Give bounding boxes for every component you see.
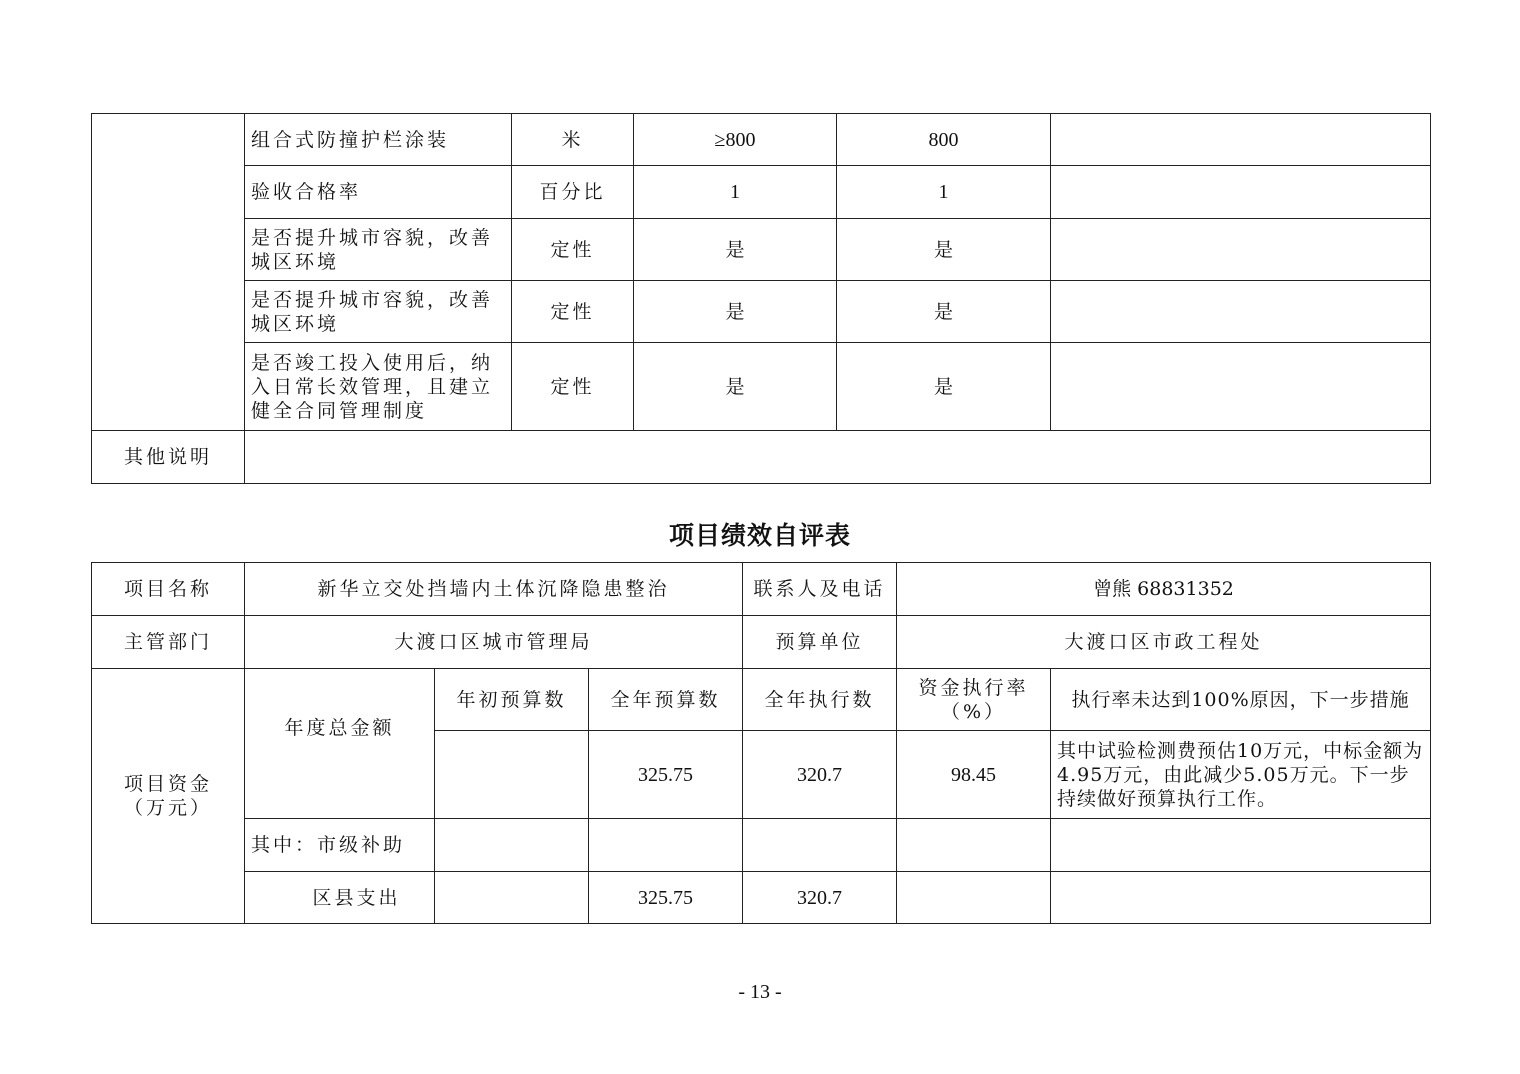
indicator-note — [1051, 281, 1431, 343]
total-annual: 325.75 — [589, 731, 743, 819]
other-notes-value — [245, 431, 1431, 484]
project-name-value: 新华立交处挡墙内土体沉降隐患整治 — [245, 563, 743, 616]
table-row — [92, 819, 1431, 872]
city-executed — [743, 819, 897, 872]
county-rate — [897, 872, 1051, 924]
table-row — [92, 872, 1431, 924]
indicator-actual: 是 — [837, 219, 1051, 281]
county-reason — [1051, 872, 1431, 924]
header-annual-executed: 全年执行数 — [743, 669, 897, 731]
table-row — [92, 616, 1431, 669]
city-subsidy-label: 其中：市级补助 — [245, 819, 435, 872]
county-annual: 325.75 — [589, 872, 743, 924]
indicator-target: 是 — [634, 219, 837, 281]
contact-label: 联系人及电话 — [743, 563, 897, 616]
indicator-unit: 百分比 — [512, 166, 634, 219]
indicator-unit: 定性 — [512, 219, 634, 281]
city-initial — [435, 819, 589, 872]
city-rate — [897, 819, 1051, 872]
indicator-note — [1051, 166, 1431, 219]
evaluation-table — [91, 562, 1431, 924]
page-title: 项目绩效自评表 — [668, 521, 851, 550]
header-annual-budget: 全年预算数 — [589, 669, 743, 731]
county-expense-label: 区县支出 — [245, 872, 435, 924]
budget-unit-label: 预算单位 — [743, 616, 897, 669]
total-initial — [435, 731, 589, 819]
project-name-label: 项目名称 — [92, 563, 245, 616]
indicator-note — [1051, 219, 1431, 281]
budget-unit-value: 大渡口区市政工程处 — [897, 616, 1431, 669]
indicator-table — [91, 113, 1431, 484]
total-rate: 98.45 — [897, 731, 1051, 819]
indicator-actual: 是 — [837, 281, 1051, 343]
header-execution-rate: 资金执行率（%） — [897, 669, 1051, 731]
indicator-target: 1 — [634, 166, 837, 219]
table-row — [92, 219, 1431, 281]
indicator-target: 是 — [634, 281, 837, 343]
total-executed: 320.7 — [743, 731, 897, 819]
indicator-actual: 是 — [837, 343, 1051, 431]
table-row — [92, 563, 1431, 616]
indicator-actual: 800 — [837, 114, 1051, 166]
page-number: - 13 - — [738, 981, 782, 1003]
indicator-unit: 定性 — [512, 281, 634, 343]
indicator-name: 验收合格率 — [245, 166, 512, 219]
indicator-actual: 1 — [837, 166, 1051, 219]
total-amount-label — [245, 669, 435, 819]
table-row — [92, 343, 1431, 431]
indicator-unit: 米 — [512, 114, 634, 166]
indicator-name: 是否提升城市容貌，改善城区环境 — [245, 219, 512, 281]
indicator-note — [1051, 114, 1431, 166]
indicator-unit: 定性 — [512, 343, 634, 431]
dept-value: 大渡口区城市管理局 — [245, 616, 743, 669]
county-executed: 320.7 — [743, 872, 897, 924]
indicator-name: 是否竣工投入使用后，纳入日常长效管理，且建立健全合同管理制度 — [245, 343, 512, 431]
indicator-note — [1051, 343, 1431, 431]
funds-label: 项目资金（万元） — [92, 669, 245, 924]
indicator-name: 是否提升城市容貌，改善城区环境 — [245, 281, 512, 343]
table-row — [92, 431, 1431, 484]
indicator-target: 是 — [634, 343, 837, 431]
indicator-target: ≥800 — [634, 114, 837, 166]
indicator-category-cell — [92, 114, 245, 431]
table-row — [92, 281, 1431, 343]
header-reason: 执行率未达到100%原因，下一步措施 — [1051, 669, 1431, 731]
table-row — [92, 669, 1431, 731]
total-reason: 其中试验检测费预估10万元，中标金额为4.95万元，由此减少5.05万元。下一步持续做好预算执行工作。 — [1051, 731, 1431, 819]
city-annual — [589, 819, 743, 872]
table-row — [92, 114, 1431, 166]
other-notes-label: 其他说明 — [92, 431, 245, 484]
table-row — [92, 166, 1431, 219]
header-initial-budget: 年初预算数 — [435, 669, 589, 731]
city-reason — [1051, 819, 1431, 872]
contact-value: 曾熊 68831352 — [897, 563, 1431, 616]
total-amount-text: 年度总金额 — [284, 716, 395, 739]
indicator-name: 组合式防撞护栏涂装 — [245, 114, 512, 166]
dept-label: 主管部门 — [92, 616, 245, 669]
county-initial — [435, 872, 589, 924]
